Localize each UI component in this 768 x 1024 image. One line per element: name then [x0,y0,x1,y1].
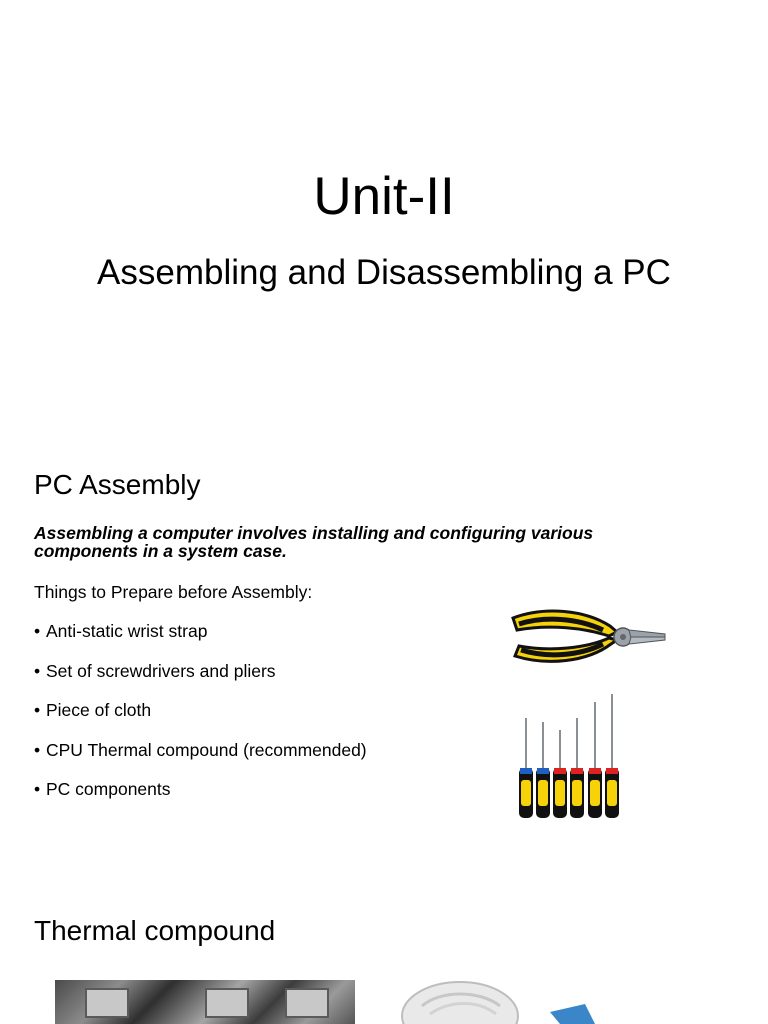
thermal-paste-photo [400,976,600,1024]
pc-assembly-slide [0,420,768,890]
section-heading: Thermal compound [34,915,276,946]
cpu-heatsink-photo [55,980,355,1024]
list-item: • Anti-static wrist strap [34,621,208,641]
thermal-compound-slide [0,890,768,1024]
screwdrivers-photo [512,688,624,823]
list-item: • Piece of cloth [34,700,152,720]
list-item: • CPU Thermal compound (recommended) [34,739,367,760]
title-slide [0,0,768,420]
slide-title: Unit-II [313,167,455,226]
list-item: • PC components [34,779,171,799]
intro-paragraph: Assembling a computer involves installing and configuring various components in a system case. [34,523,594,561]
prep-list [34,621,474,819]
list-item: • Set of screwdrivers and pliers [34,660,276,681]
pliers-photo [505,600,670,675]
section-heading: PC Assembly [34,469,201,500]
slide-subtitle: Assembling and Disassembling a PC [97,253,671,292]
prep-label: Things to Prepare before Assembly: [34,582,313,602]
